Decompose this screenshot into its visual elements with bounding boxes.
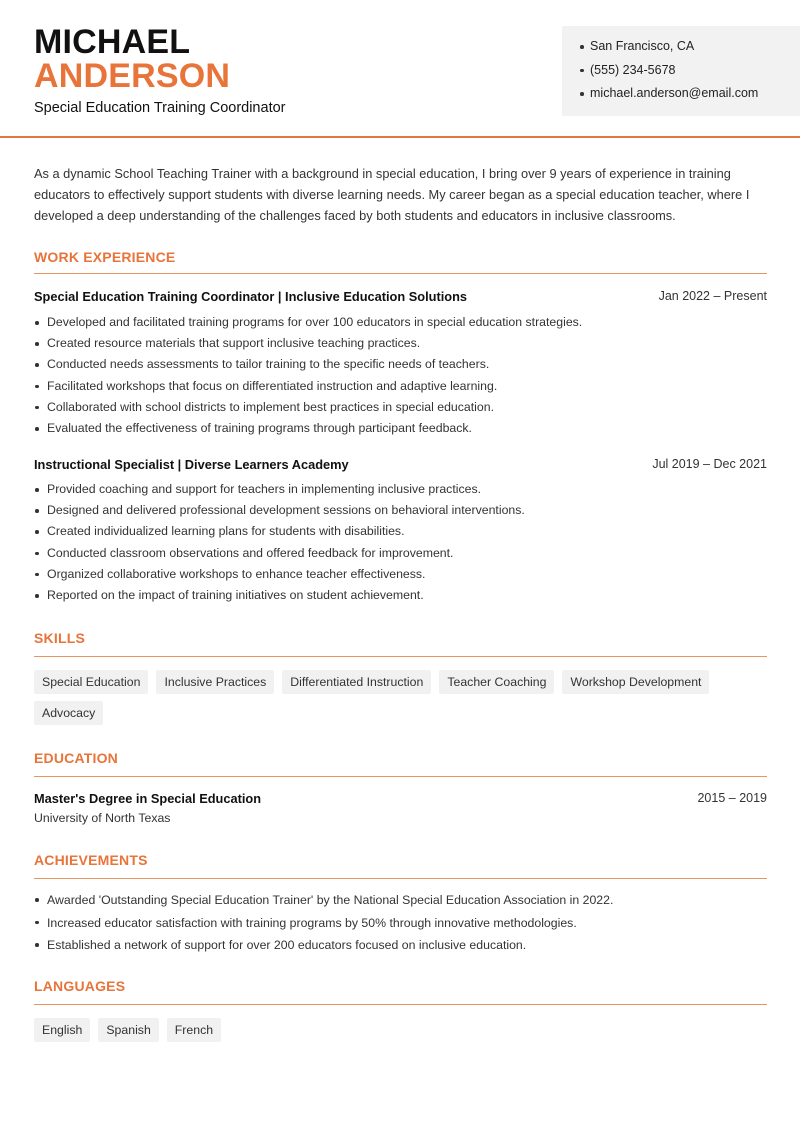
resume-header (0, 0, 800, 138)
section-divider (34, 878, 767, 879)
list-item: Facilitated workshops that focus on differentiated instruction and adaptive learning. (34, 376, 769, 397)
section-title-achievements: ACHIEVEMENTS (34, 852, 148, 868)
skill-chip: Special Education (34, 670, 148, 694)
skills-list (34, 670, 774, 725)
skill-chip: Workshop Development (562, 670, 709, 694)
summary-text: As a dynamic School Teaching Trainer with a background in special education, I bring over 9 years of experience in training educators to effectively support students with diverse learning needs. My career began as a special education teacher, where I developed a deep understanding of the challenges faced by both students and educators in inclusive classrooms. (34, 166, 750, 223)
degree-title: Master's Degree in Special Education (34, 791, 262, 806)
skill-chip: Differentiated Instruction (282, 670, 431, 694)
job-bullets (34, 479, 769, 606)
first-name: MICHAEL (34, 23, 191, 61)
contact-phone: (555) 234-5678 (580, 62, 800, 86)
school-name: University of North Texas (34, 811, 171, 825)
list-item: Increased educator satisfaction with training programs by 50% through innovative methodologies. (34, 912, 769, 935)
list-item: Reported on the impact of training initiatives on student achievement. (34, 585, 769, 606)
list-item: Collaborated with school districts to implement best practices in special education. (34, 397, 769, 418)
section-divider (34, 1004, 767, 1005)
list-item: Created resource materials that support inclusive teaching practices. (34, 333, 769, 354)
contact-email: michael.anderson@email.com (580, 85, 800, 109)
list-item: Created individualized learning plans for students with disabilities. (34, 521, 769, 542)
skill-chip: Teacher Coaching (439, 670, 554, 694)
list-item: Conducted classroom observations and offered feedback for improvement. (34, 543, 769, 564)
languages-list (34, 1018, 774, 1042)
job-role: Special Education Training Coordinator (34, 100, 286, 116)
job-bullets (34, 312, 769, 439)
language-chip: Spanish (98, 1018, 158, 1042)
skill-chip: Inclusive Practices (156, 670, 274, 694)
list-item: Designed and delivered professional development sessions on behavioral interventions. (34, 500, 769, 521)
language-chip: English (34, 1018, 90, 1042)
job-date: Jan 2022 – Present (658, 289, 767, 303)
job-date: Jul 2019 – Dec 2021 (652, 457, 767, 471)
list-item: Developed and facilitated training programs for over 100 educators in special education strategies. (34, 312, 769, 333)
skill-chip: Advocacy (34, 701, 103, 725)
achievements-list (34, 889, 769, 957)
section-title-languages: LANGUAGES (34, 978, 126, 994)
education-date: 2015 – 2019 (697, 791, 767, 805)
section-title-education: EDUCATION (34, 750, 118, 766)
job-title: Special Education Training Coordinator | Inclusive Education Solutions (34, 289, 468, 304)
section-title-work: WORK EXPERIENCE (34, 249, 176, 265)
section-divider (34, 273, 767, 274)
list-item: Awarded 'Outstanding Special Education Trainer' by the National Special Education Association in 2022. (34, 889, 769, 912)
contact-box (562, 26, 800, 116)
list-item: Established a network of support for over 200 educators focused on inclusive education. (34, 934, 769, 957)
job-title: Instructional Specialist | Diverse Learners Academy (34, 457, 349, 472)
list-item: Conducted needs assessments to tailor training to the specific needs of teachers. (34, 354, 769, 375)
section-divider (34, 776, 767, 777)
section-title-skills: SKILLS (34, 630, 85, 646)
list-item: Organized collaborative workshops to enhance teacher effectiveness. (34, 564, 769, 585)
contact-location: San Francisco, CA (580, 38, 800, 62)
list-item: Provided coaching and support for teachers in implementing inclusive practices. (34, 479, 769, 500)
language-chip: French (167, 1018, 221, 1042)
last-name: ANDERSON (34, 57, 231, 95)
section-divider (34, 656, 767, 657)
list-item: Evaluated the effectiveness of training programs through participant feedback. (34, 418, 769, 439)
